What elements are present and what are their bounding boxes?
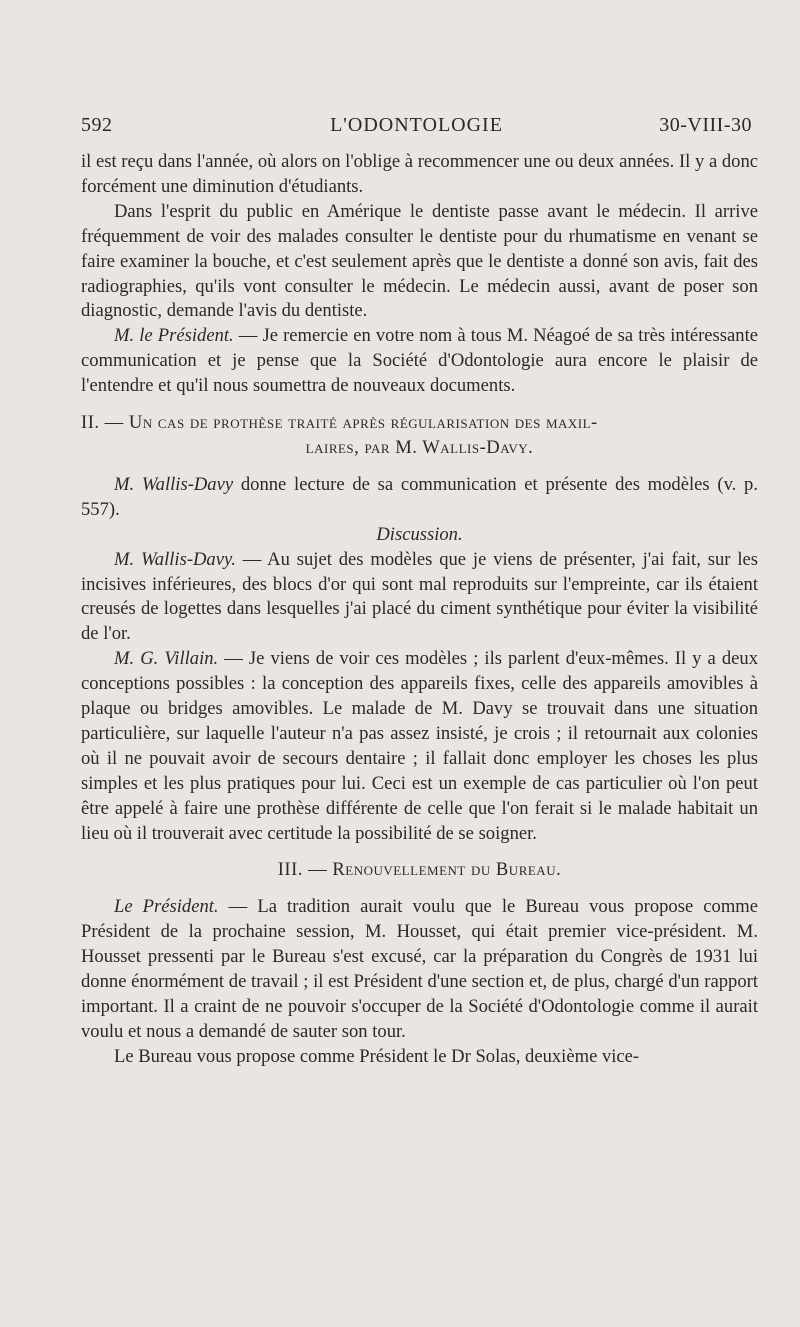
speech-text: — Je viens de voir ces modèles ; ils parlent d'eux-mêmes. Il y a deux conceptions possibles : la conception des appareils fixes, celle des appareils amovibles à plaque ou bridges amovibles. Le malade de M. Davy se trouvait dans une situation particulière, sur laquelle l'auteur n'a pas assez insisté, je crois ; il retournait aux colonies où il ne pouvait avoir de secours dentaire ; il fallait donc employer les choses les plus simples et les plus pratiques pour lui. Ceci est un exemple de cas particulier où l'on peut être appelé à faire une prothèse différente de celle que l'on ferait si le malade habitait un lieu où il trouverait avec certitude la possibilité de se soigner.: [81, 648, 758, 844]
paragraph: [81, 548, 758, 648]
speaker-name: M. G. Villain.: [114, 648, 219, 670]
section-heading: II. — Un cas de prothèse traité après régularisation des maxil-: [81, 412, 598, 434]
speaker-name: M. le Président.: [114, 325, 234, 347]
issue-date: 30-VIII-30: [659, 114, 752, 136]
paragraph: Dans l'esprit du public en Amérique le dentiste passe avant le médecin. Il arrive fréquemment de voir des malades consulter le dentiste pour du rhumatisme en venant se faire examiner la bouche, et c'est seulement après que le dentiste a donné son avis, fait des radiographies, qu'ils vont consulter le médecin. Le médecin aussi, avant de poser son diagnostic, demande l'avis du dentiste.: [81, 200, 758, 322]
speaker-name: M. Wallis-Davy: [114, 473, 234, 495]
speaker-name: M. Wallis-Davy.: [114, 548, 236, 570]
speech-text: — Au sujet des modèles que je viens de présenter, j'ai fait, sur les incisives inférieures, des blocs d'or qui sont mal reproduits sur l'empreinte, car ils étaient creusés de logettes dans lesquelles j'ai placé du ciment synthétique pour éviter la visibilité de l'or.: [81, 548, 758, 645]
paragraph: [81, 647, 758, 846]
running-header: [81, 114, 752, 144]
speech-text: — La tradition aurait voulu que le Bureau vous propose comme Président de la prochaine session, M. Housset, qui était premier vice-président. M. Housset pressenti par le Bureau s'est excusé, car la préparation du Congrès de 1931 lui donne énormément de travail ; il est Président d'une section et, de plus, chargé d'un rapport important. Il a craint de ne pouvoir s'occuper de la Société d'Odontologie comme il aurait voulu et nous a demandé de sauter son tour.: [81, 896, 759, 1042]
subheading: [81, 523, 758, 548]
speaker-name: Le Président.: [114, 896, 219, 918]
discussion-heading: Discussion.: [376, 523, 463, 545]
journal-title: L'ODONTOLOGIE: [330, 114, 503, 136]
section-heading: laires, par M. Wallis-Davy.: [305, 436, 534, 458]
speech-text: — Je remercie en votre nom à tous M. Néagoé de sa très intéressante communication et je pense que la Société d'Odontologie aura encore le plaisir de l'entendre et qu'il nous soumettra de nouveaux documents.: [81, 325, 758, 397]
paragraph: il est reçu dans l'année, où alors on l'oblige à recommencer une ou deux années. Il y a donc forcément une diminution d'étudiants.: [81, 151, 758, 197]
paragraph: [81, 324, 758, 399]
speech-text: donne lecture de sa communication et présente des modèles (v. p. 557).: [81, 473, 758, 520]
body-text: [81, 150, 758, 1070]
page-number: 592: [81, 114, 113, 136]
paragraph: [81, 895, 758, 1044]
section-heading: III. — Renouvellement du Bureau.: [277, 859, 562, 881]
paragraph: Le Bureau vous propose comme Président le Dr Solas, deuxième vice-: [114, 1045, 640, 1067]
paragraph: [81, 473, 758, 523]
